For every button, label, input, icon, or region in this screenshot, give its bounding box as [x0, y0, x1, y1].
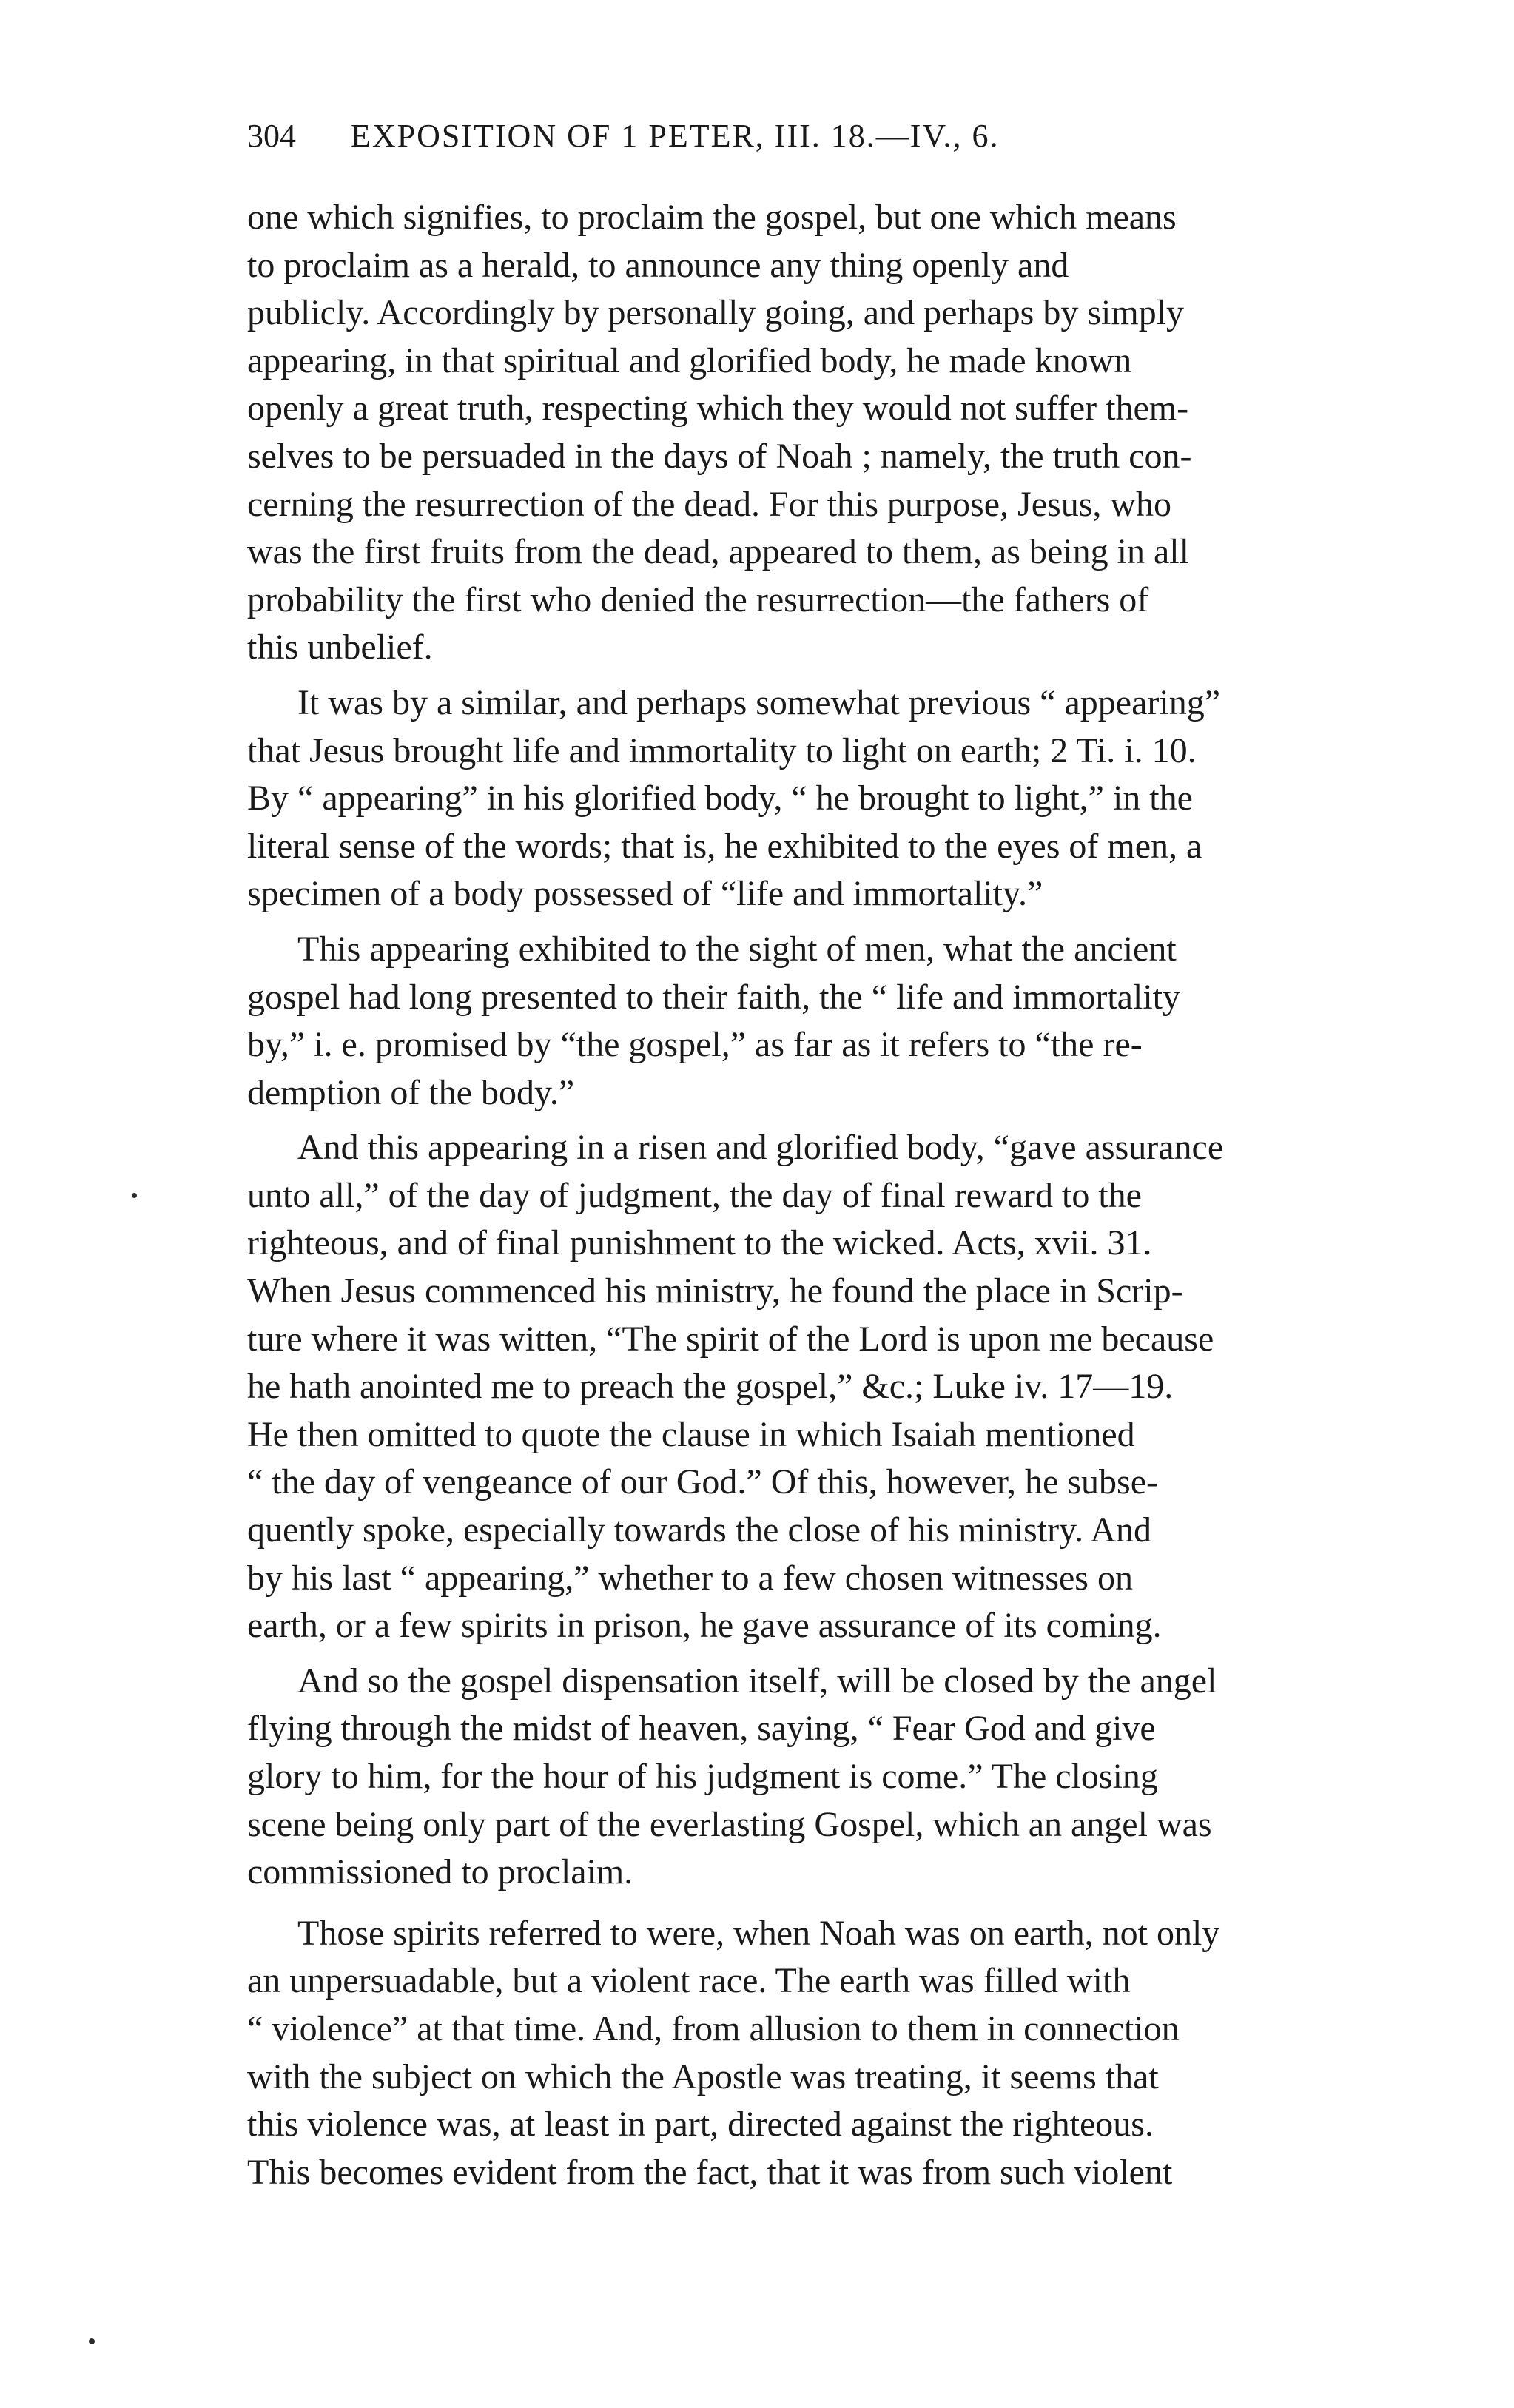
paragraph: one which signifies, to proclaim the gospel, but one which means to proclaim as a herald, to announce any thing openly and publicly. Accordingly by personally going, and perhaps by simply appearing, in that spiritual and glorified body, he made known openly a great truth, respecting which they would not suffer them- selves to be persuaded in the days of Noah ; namely, the truth con- cerning the resurrection of the dead. For this purpose, Jesus, who was the first fruits from the dead, appeared to them, as being in all probability the first who denied the resurrection—the fathers of this unbelief.: [247, 198, 1192, 667]
paragraph: And this appearing in a risen and glorified body, “gave assurance unto all,” of the day of judgment, the day of final reward to the righteous, and of final punishment to the wicked. Acts, xvii. 31. When Jesus commenced his ministry, he found the place in Scrip- ture where it was witten, “The spirit of the Lord is upon me because he hath anointed me to preach the gospel,” &c.; Luke iv. 17—19. He then omitted to quote the clause in which Isaiah mentioned “ the day of vengeance of our God.” Of this, however, he subse- quently spoke, especially towards the close of his ministry. And by his last “ appearing,” whether to a few chosen witnesses on earth, or a few spirits in prison, he gave assurance of its coming.: [247, 1128, 1224, 1646]
paragraph: Those spirits referred to were, when Noah was on earth, not only an unpersuadable, but a violent race. The earth was filled with “ violence” at that time. And, from allusion to them in connection with the subject on which the Apostle was treating, it seems that this violence was, at least in part, directed against the righteous. This becomes evident from the fact, that it was from such violent: [247, 1913, 1220, 2192]
body-text: [247, 194, 1379, 2204]
running-title: EXPOSITION OF 1 PETER, III. 18.—IV., 6.: [351, 118, 1000, 154]
page-number: 304: [247, 118, 296, 154]
paragraph: And so the gospel dispensation itself, will be closed by the angel flying through the midst of heaven, saying, “ Fear God and give glory to him, for the hour of his judgment is come.” The closing scene being only part of the everlasting Gospel, which an angel was commissioned to proclaim.: [247, 1661, 1217, 1892]
paragraph: It was by a similar, and perhaps somewhat previous “ appearing” that Jesus brought life and immortality to light on earth; 2 Ti. i. 10. By “ appearing” in his glorified body, “ he brought to light,” in the literal sense of the words; that is, he exhibited to the eyes of men, a specimen of a body possessed of “life and immortality.”: [247, 682, 1221, 914]
running-header: [247, 114, 1209, 158]
margin-speck: [89, 2338, 95, 2344]
paragraph: This appearing exhibited to the sight of men, what the ancient gospel had long presented to their faith, the “ life and immortality by,” i. e. promised by “the gospel,” as far as it refers to “the re- demption of the body.”: [247, 929, 1180, 1112]
margin-speck: [132, 1193, 137, 1198]
